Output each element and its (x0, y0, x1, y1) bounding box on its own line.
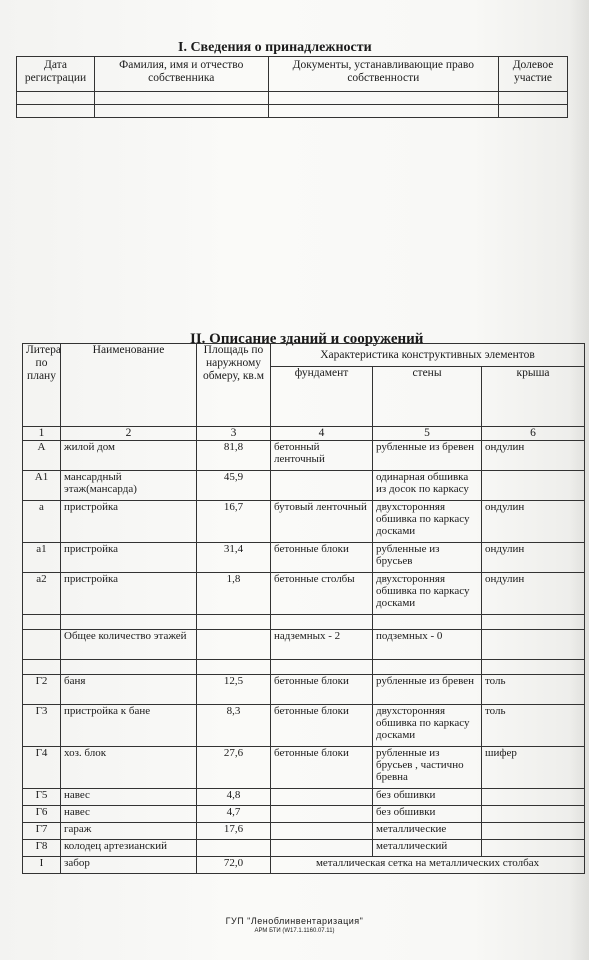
name-cell: баня (61, 675, 197, 705)
table-row (23, 705, 585, 747)
roof-cell: ондулин (482, 543, 585, 573)
fence-row (23, 857, 585, 874)
name-cell: навес (61, 806, 197, 823)
header-name: Наименование (61, 344, 197, 427)
roof-cell (482, 823, 585, 840)
walls-cell: двухсторонняя обшивка по каркасу досками (373, 705, 482, 747)
table-row (23, 660, 585, 675)
name-cell: навес (61, 789, 197, 806)
header-characteristics: Характеристика конструктивных элементов (271, 344, 585, 367)
name-cell: пристройка (61, 501, 197, 543)
walls-cell: рубленные из брусьев (373, 543, 482, 573)
table-row (23, 675, 585, 705)
foundation-cell: бетонные столбы (271, 573, 373, 615)
name-cell: хоз. блок (61, 747, 197, 789)
header-registration-date: Дата регистрации (17, 57, 95, 92)
table-row (23, 823, 585, 840)
walls-cell: рубленные из брусьев , частично бревна (373, 747, 482, 789)
table-row (17, 105, 568, 118)
name-cell: жилой дом (61, 441, 197, 471)
table-row (23, 789, 585, 806)
header-litera: Литера по плану (23, 344, 61, 427)
header-foundation: фундамент (271, 367, 373, 427)
walls-cell: без обшивки (373, 806, 482, 823)
foundation-cell: бутовый ленточный (271, 501, 373, 543)
walls-cell: рубленные из бревен (373, 675, 482, 705)
floors-row (23, 630, 585, 660)
foundation-cell (271, 840, 373, 857)
area-cell (197, 840, 271, 857)
table-row (23, 747, 585, 789)
footer-organization: ГУП "Леноблинвентаризация" (225, 916, 364, 926)
name-cell: мансардный этаж(мансарда) (61, 471, 197, 501)
table-row (23, 806, 585, 823)
header-roof: крыша (482, 367, 585, 427)
walls-cell: одинарная обшивка из досок по каркасу (373, 471, 482, 501)
litera-cell: Г6 (23, 806, 61, 823)
foundation-cell: бетонные блоки (271, 705, 373, 747)
litera-cell: Г7 (23, 823, 61, 840)
section2-title: II. Описание зданий и сооружений (190, 331, 424, 347)
litera-cell: А1 (23, 471, 61, 501)
area-cell: 4,8 (197, 789, 271, 806)
area-cell: 81,8 (197, 441, 271, 471)
walls-cell: двухсторонняя обшивка по каркасу досками (373, 501, 482, 543)
name-cell: пристройка (61, 573, 197, 615)
floors-below: подземных - 0 (373, 630, 482, 660)
area-cell: 12,5 (197, 675, 271, 705)
area-cell: 4,7 (197, 806, 271, 823)
foundation-cell (271, 823, 373, 840)
litera-cell: А (23, 441, 61, 471)
litera-cell: а1 (23, 543, 61, 573)
roof-cell: ондулин (482, 441, 585, 471)
table-row (23, 501, 585, 543)
foundation-cell (271, 789, 373, 806)
column-number: 2 (61, 427, 197, 441)
foundation-cell (271, 806, 373, 823)
table-row (23, 471, 585, 501)
litera-cell: а2 (23, 573, 61, 615)
roof-cell (482, 840, 585, 857)
roof-cell: толь (482, 705, 585, 747)
walls-cell: без обшивки (373, 789, 482, 806)
name-cell: забор (61, 857, 197, 874)
litera-cell: а (23, 501, 61, 543)
foundation-cell: бетонные блоки (271, 543, 373, 573)
table-row (23, 840, 585, 857)
column-number: 6 (482, 427, 585, 441)
foundation-cell: бетонный ленточный (271, 441, 373, 471)
column-number: 4 (271, 427, 373, 441)
area-cell: 16,7 (197, 501, 271, 543)
column-number: 1 (23, 427, 61, 441)
name-cell: пристройка (61, 543, 197, 573)
litera-cell: Г8 (23, 840, 61, 857)
buildings-table (22, 343, 585, 874)
area-cell: 31,4 (197, 543, 271, 573)
roof-cell: шифер (482, 747, 585, 789)
walls-cell: металлические (373, 823, 482, 840)
table-row (23, 543, 585, 573)
area-cell: 1,8 (197, 573, 271, 615)
foundation-cell (271, 471, 373, 501)
walls-cell: рубленные из бревен (373, 441, 482, 471)
roof-cell: ондулин (482, 573, 585, 615)
header-area: Площадь по наружному обмеру, кв.м (197, 344, 271, 427)
floors-above: надземных - 2 (271, 630, 373, 660)
floors-label: Общее количество этажей (61, 630, 197, 660)
table-row (23, 441, 585, 471)
litera-cell: Г2 (23, 675, 61, 705)
name-cell: гараж (61, 823, 197, 840)
walls-cell: двухсторонняя обшивка по каркасу досками (373, 573, 482, 615)
column-number-row (23, 427, 585, 441)
area-cell: 27,6 (197, 747, 271, 789)
column-number: 5 (373, 427, 482, 441)
name-cell: колодец артезианский (61, 840, 197, 857)
table-row (17, 92, 568, 105)
fence-description: металлическая сетка на металлических столбах (271, 857, 585, 874)
litera-cell: Г3 (23, 705, 61, 747)
foundation-cell: бетонные блоки (271, 747, 373, 789)
header-share: Долевое участие (499, 57, 568, 92)
roof-cell: ондулин (482, 501, 585, 543)
roof-cell (482, 806, 585, 823)
walls-cell: металлический (373, 840, 482, 857)
name-cell: пристройка к бане (61, 705, 197, 747)
header-walls: стены (373, 367, 482, 427)
area-cell: 72,0 (197, 857, 271, 874)
column-number: 3 (197, 427, 271, 441)
litera-cell: I (23, 857, 61, 874)
roof-cell (482, 789, 585, 806)
area-cell: 45,9 (197, 471, 271, 501)
section1-title: I. Сведения о принадлежности (178, 40, 372, 55)
roof-cell (482, 471, 585, 501)
ownership-table (16, 56, 568, 118)
foundation-cell: бетонные блоки (271, 675, 373, 705)
area-cell: 8,3 (197, 705, 271, 747)
header-ownership-documents: Документы, устанавливающие право собственности (268, 57, 498, 92)
table-row (23, 573, 585, 615)
litera-cell: Г5 (23, 789, 61, 806)
roof-cell: толь (482, 675, 585, 705)
footer-code: АРМ БТИ (W17.1.1160.07.11) (254, 928, 335, 934)
table-row (23, 615, 585, 630)
litera-cell: Г4 (23, 747, 61, 789)
header-owner-name: Фамилия, имя и отчество собственника (94, 57, 268, 92)
area-cell: 17,6 (197, 823, 271, 840)
